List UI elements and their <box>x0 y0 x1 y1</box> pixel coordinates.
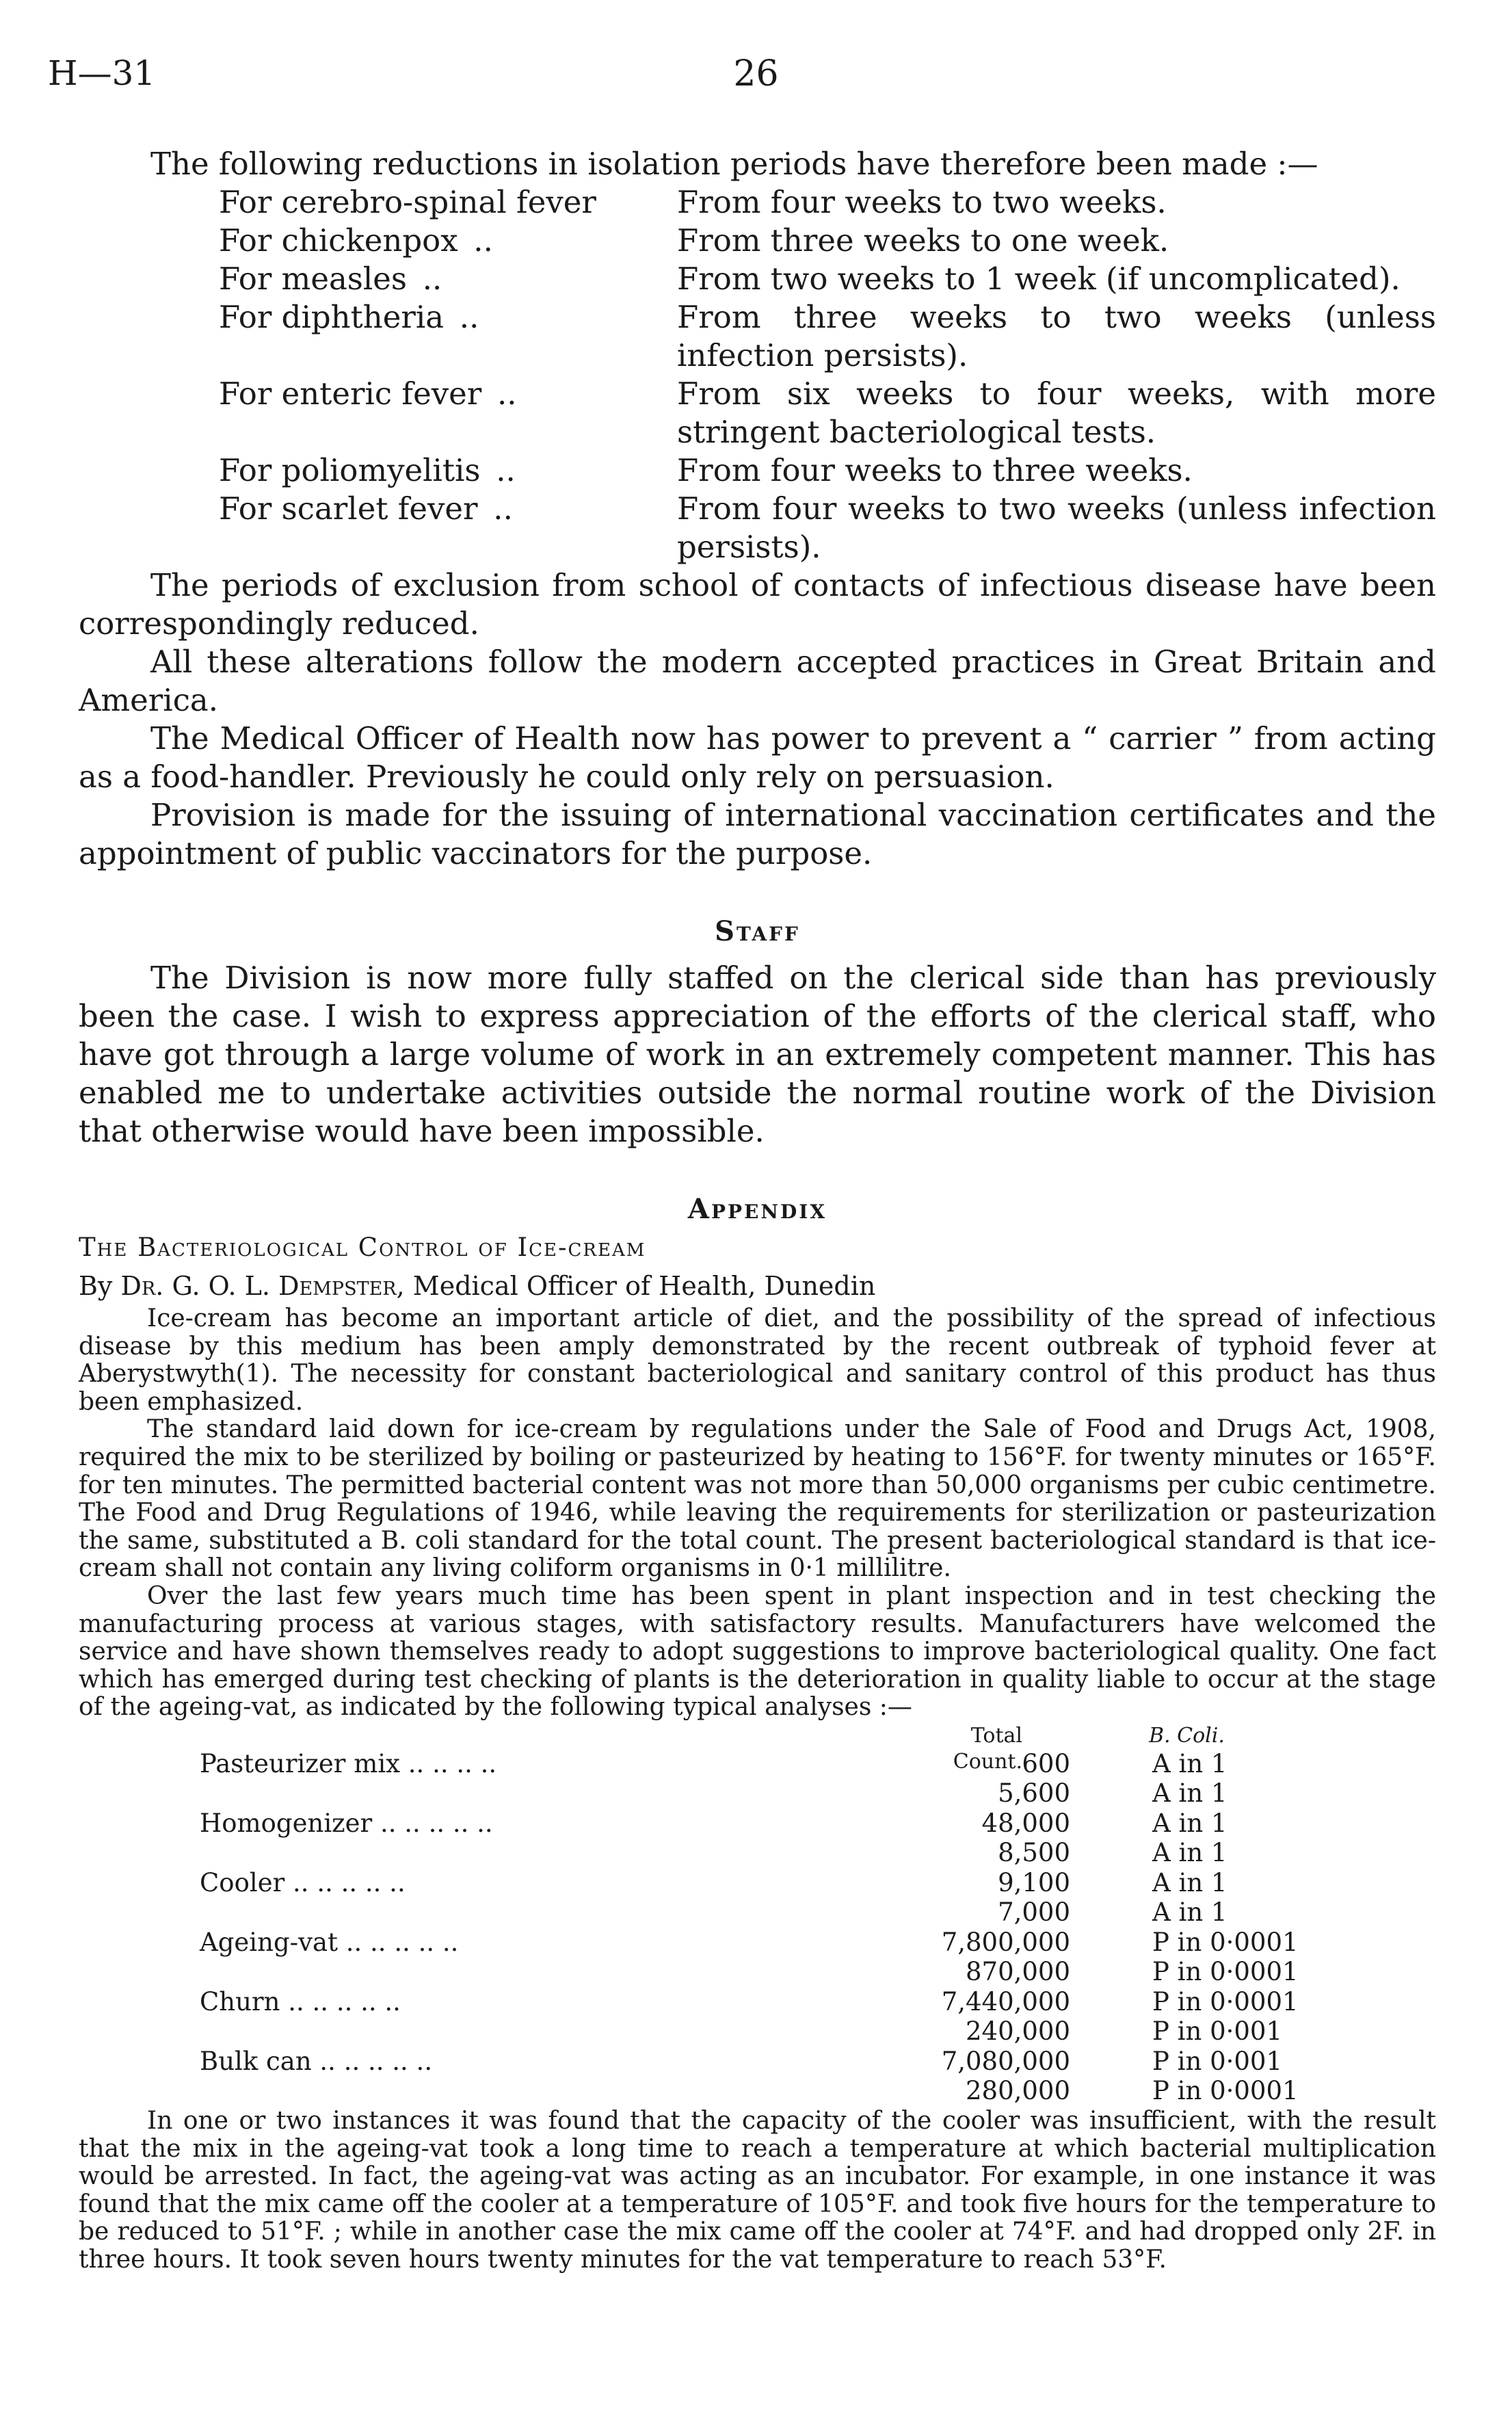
appendix-closing: In one or two instances it was found that the capacity of the cooler was insufficient, with the result that the mix in the ageing-vat took a long time to reach a temperature at which bacterial multiplication would be arrested. In fact, the ageing-vat was acting as an incubator. For example, in one instance it was found that the mix came off the cooler at a temperature of 105°F. and took five hours for the temperature to be reduced to 51°F. ; while in another case the mix came off the cooler at 74°F. and had dropped only 2F. in three hours. It took seven hours twenty minutes for the vat temperature to reach 53°F. <box>79 2106 1436 2274</box>
byline-prefix: By <box>79 1271 113 1301</box>
row-label: Pasteurizer mix <box>200 1748 401 1778</box>
column-header-total: Total Count. <box>953 1723 1022 1774</box>
leader-dots: .. <box>422 261 442 297</box>
row-coli: P in 0·0001 <box>1152 2076 1299 2106</box>
reduction-disease: For chickenpox <box>219 222 458 259</box>
appendix-heading: Appendix <box>687 1193 827 1225</box>
appendix-paragraph: Over the last few years much time has been spent in plant inspection and in test checking the manufacturing process at various stages, with satisfactory results. Manufacturers have welcomed the service and have shown themselves ready to adopt suggestions to improve bacteriological quality. One fact which has emerged during test checking of plants is the deterioration in quality liable to occur at the stage of the ageing-vat, as indicated by the following typical analyses :— <box>79 1581 1436 1722</box>
row-leader: .. .. .. .. .. <box>293 1867 406 1897</box>
appendix-title: The Bacteriological Control of Ice-cream <box>79 1233 646 1262</box>
row-total: 5,600 <box>998 1778 1070 1809</box>
row-coli: A in 1 <box>1152 1778 1228 1809</box>
table-row <box>79 1749 1436 1779</box>
row-leader: .. .. .. .. .. <box>288 1986 401 2016</box>
table-row <box>79 2047 1436 2077</box>
row-coli: P in 0·0001 <box>1152 1957 1299 1987</box>
reduction-disease: For cerebro-spinal fever <box>219 184 596 220</box>
reduction-item <box>219 183 1436 222</box>
page-number: 26 <box>733 53 779 94</box>
reductions-intro: The following reductions in isolation periods have therefore been made :— <box>150 146 1318 182</box>
reduction-period: From four weeks to two weeks. <box>677 184 1167 220</box>
reduction-disease: For diphtheria <box>219 299 445 335</box>
reduction-period: From four weeks to two weeks (unless infection persists). <box>677 490 1436 565</box>
row-leader: .. .. .. .. .. <box>345 1927 459 1957</box>
reduction-period: From six weeks to four weeks, with more stringent bacteriological tests. <box>677 376 1436 450</box>
reductions-list <box>219 183 1436 566</box>
row-coli: A in 1 <box>1152 1748 1228 1778</box>
reduction-disease: For poliomyelitis <box>219 452 481 488</box>
leader-dots: .. <box>496 376 517 412</box>
row-coli: A in 1 <box>1152 1808 1228 1838</box>
row-total: 870,000 <box>965 1957 1070 1987</box>
reduction-item <box>219 451 1436 490</box>
leader-dots: .. <box>473 222 493 259</box>
reduction-item <box>219 298 1436 375</box>
row-total: 240,000 <box>965 2016 1070 2047</box>
paragraph: The Medical Officer of Health now has power to prevent a “ carrier ” from acting as a food-handler. Previously he could only rely on persuasion. <box>79 720 1436 795</box>
reduction-disease: For measles <box>219 261 408 297</box>
row-coli: P in 0·0001 <box>1152 1927 1299 1957</box>
row-total: 7,440,000 <box>941 1986 1070 2016</box>
main-text <box>79 145 1436 2274</box>
table-row <box>79 1897 1436 1928</box>
reduction-period: From four weeks to three weeks. <box>677 452 1193 488</box>
row-total: 280,000 <box>965 2076 1070 2106</box>
page-header <box>48 53 1464 94</box>
paragraph: All these alterations follow the modern accepted practices in Great Britain and America. <box>79 644 1436 718</box>
row-total: 48,000 <box>981 1808 1070 1838</box>
appendix-paragraph: The standard laid down for ice-cream by regulations under the Sale of Food and Drugs Act, 1908, required the mix to be sterilized by boiling or pasteurized by heating to 156°F. for twenty minutes or 165°F. for ten minutes. The permitted bacterial content was not more than 50,000 organisms per cubic centimetre. The Food and Drug Regulations of 1946, while leaving the requirements for sterilization or pasteurization the same, substituted a B. coli standard for the total count. The present bacteriological standard is that ice-cream shall not contain any living coliform organisms in 0·1 millilitre. <box>79 1415 1436 1583</box>
report-code: H—31 <box>48 53 156 93</box>
table-row <box>79 1868 1436 1898</box>
table-row <box>79 1987 1436 2017</box>
appendix-paragraph: Ice-cream has become an important article of diet, and the possibility of the spread of infectious disease by this medium has been amply demonstrated by the recent outbreak of typhoid fever at Aberystwyth(1). The necessity for constant bacteriological and sanitary control of this product has thus been emphasized. <box>79 1304 1436 1416</box>
appendix-body <box>79 1305 1436 2274</box>
reduction-item <box>219 222 1436 260</box>
table-row <box>79 1809 1436 1839</box>
leader-dots: .. <box>493 490 513 527</box>
row-total: 600 <box>1022 1748 1070 1778</box>
row-leader: .. .. .. .. .. <box>319 2046 433 2076</box>
reduction-period: From three weeks to two weeks (unless infection persists). <box>677 299 1436 373</box>
reduction-disease: For scarlet fever <box>219 490 478 527</box>
reduction-item <box>219 260 1436 298</box>
row-coli: P in 0·001 <box>1152 2016 1283 2047</box>
leader-dots: .. <box>496 452 516 488</box>
table-row <box>79 1778 1436 1809</box>
author-role: Medical Officer of Health, Dunedin <box>412 1271 876 1301</box>
table-row <box>79 1838 1436 1868</box>
reduction-period: From three weeks to one week. <box>677 222 1169 259</box>
reduction-period: From two weeks to 1 week (if uncomplicated). <box>677 261 1401 297</box>
row-coli: P in 0·001 <box>1152 2046 1283 2076</box>
column-header-coli: B. Coli. <box>1149 1723 1225 1748</box>
row-label: Homogenizer <box>200 1808 373 1838</box>
row-total: 9,100 <box>998 1867 1070 1897</box>
row-leader: .. .. .. .. .. <box>380 1808 493 1838</box>
row-coli: P in 0·0001 <box>1152 1986 1299 2016</box>
analyses-table <box>79 1723 1436 2106</box>
paragraph: The periods of exclusion from school of contacts of infectious disease have been correspondingly reduced. <box>79 567 1436 642</box>
row-coli: A in 1 <box>1152 1897 1228 1928</box>
paragraph: Provision is made for the issuing of international vaccination certificates and the appointment of public vaccinators for the purpose. <box>79 797 1436 871</box>
row-coli: A in 1 <box>1152 1838 1228 1868</box>
row-total: 8,500 <box>998 1838 1070 1868</box>
staff-heading: Staff <box>715 915 800 947</box>
row-total: 7,080,000 <box>941 2046 1070 2076</box>
staff-paragraph: The Division is now more fully staffed on the clerical side than has previously been the case. I wish to express appreciation of the efforts of the clerical staff, who have got through a large volume of work in an extremely competent manner. This has enabled me to undertake activities outside the normal routine work of the Division that otherwise would have been impossible. <box>79 960 1436 1149</box>
row-leader: .. .. .. .. <box>408 1748 497 1778</box>
leader-dots: .. <box>459 299 479 335</box>
row-label: Churn <box>200 1986 280 2016</box>
table-row <box>79 2076 1436 2106</box>
row-total: 7,800,000 <box>941 1927 1070 1957</box>
author-name: Dr. G. O. L. Dempster, <box>120 1271 405 1301</box>
row-coli: A in 1 <box>1152 1867 1228 1897</box>
reduction-item <box>219 490 1436 566</box>
table-row <box>79 2016 1436 2047</box>
table-row <box>79 1957 1436 1987</box>
row-label: Ageing-vat <box>200 1927 338 1957</box>
reduction-item <box>219 375 1436 451</box>
row-label: Cooler <box>200 1867 285 1897</box>
row-label: Bulk can <box>200 2046 312 2076</box>
byline <box>79 1267 1436 1305</box>
row-total: 7,000 <box>998 1897 1070 1928</box>
reduction-disease: For enteric fever <box>219 376 482 412</box>
table-row <box>79 1928 1436 1958</box>
